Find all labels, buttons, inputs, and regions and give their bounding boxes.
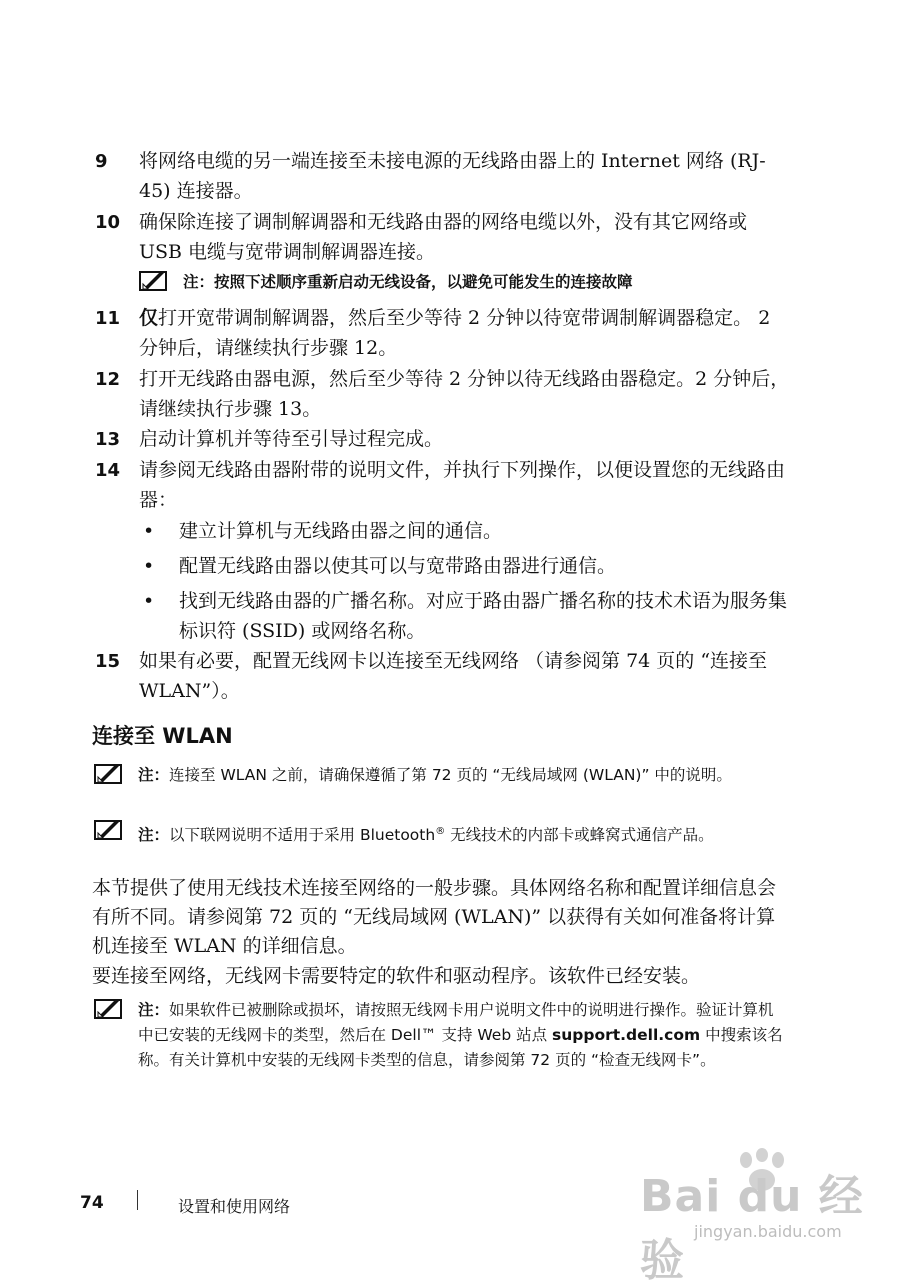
step-lead-word: 仅 bbox=[139, 307, 159, 329]
note-pencil-icon bbox=[94, 998, 124, 1073]
step-11 bbox=[95, 303, 795, 363]
note-pencil-icon bbox=[94, 763, 124, 790]
step-9 bbox=[95, 146, 795, 206]
support-link: support.dell.com bbox=[552, 1026, 701, 1044]
software-paragraph: 要连接至网络，无线网卡需要特定的软件和驱动程序。该软件已经安装。 bbox=[92, 965, 701, 987]
baidu-watermark bbox=[636, 1148, 876, 1286]
step-number: 13 bbox=[95, 429, 121, 450]
bullet-text: 配置无线路由器以使其可以与宽带路由器进行通信。 bbox=[179, 555, 617, 577]
step-number: 12 bbox=[95, 369, 121, 390]
step-text: 打开无线路由器电源，然后至少等待 2 分钟以待无线路由器稳定。2 分钟后，请继续执行步骤 13。 bbox=[139, 368, 790, 420]
step-14 bbox=[95, 455, 795, 515]
note-software bbox=[94, 998, 784, 1073]
step-12 bbox=[95, 364, 795, 424]
note-body: 以下联网说明不适用于采用 Bluetooth bbox=[169, 826, 436, 845]
bullet-text: 建立计算机与无线路由器之间的通信。 bbox=[179, 520, 503, 542]
step-text-wrap bbox=[139, 303, 795, 363]
note-wlan-prereq bbox=[94, 763, 784, 790]
step-10 bbox=[95, 207, 795, 267]
note-body: 按照下述顺序重新启动无线设备，以避免可能发生的连接故障 bbox=[214, 273, 633, 291]
step-text: 请参阅无线路由器附带的说明文件，并执行下列操作，以便设置您的无线路由器： bbox=[139, 459, 786, 511]
watermark-url: jingyan.baidu.com bbox=[694, 1222, 842, 1241]
step-text: 如果有必要，配置无线网卡以连接至无线网络 （请参阅第 74 页的 “连接至 WLAN”）。 bbox=[139, 650, 768, 702]
note-body: 连接至 WLAN 之前，请确保遵循了第 72 页的 “无线局域网 (WLAN)” 中的说明。 bbox=[169, 766, 732, 784]
page-number: 74 bbox=[80, 1193, 104, 1213]
bullet-item bbox=[139, 551, 789, 581]
step-number: 10 bbox=[95, 212, 121, 233]
bullet-symbol: • bbox=[143, 520, 155, 542]
footer-separator bbox=[137, 1190, 138, 1210]
note-body-cont: 无线技术的内部卡或蜂窝式通信产品。 bbox=[445, 826, 714, 845]
watermark-logo: Bai du 经验 bbox=[640, 1171, 864, 1286]
step-text: 确保除连接了调制解调器和无线路由器的网络电缆以外，没有其它网络或 USB 电缆与宽带调制解调器连接。 bbox=[139, 211, 748, 263]
step-text: 将网络电缆的另一端连接至未接电源的无线路由器上的 Internet 网络 (RJ-45) 连接器。 bbox=[139, 150, 766, 202]
step-text: 打开宽带调制解调器，然后至少等待 2 分钟以待宽带调制解调器稳定。 2 分钟后，请继续执行步骤 12。 bbox=[139, 307, 771, 359]
step-15 bbox=[95, 646, 795, 706]
bullet-symbol: • bbox=[143, 555, 155, 577]
step-number: 9 bbox=[95, 151, 108, 172]
note-bluetooth bbox=[94, 819, 784, 848]
step-13 bbox=[95, 424, 795, 455]
bullet-symbol: • bbox=[143, 590, 155, 612]
section-heading: 连接至 WLAN bbox=[92, 724, 233, 748]
step-number: 15 bbox=[95, 651, 121, 672]
note-label: 注： bbox=[138, 766, 170, 784]
note-restart-order bbox=[139, 270, 789, 297]
note-label: 注： bbox=[138, 826, 170, 845]
note-body-cont: 中搜索该名称。有关计算机中安装的无线网卡类型的信息，请参阅第 72 页的 “检查无线网卡”。 bbox=[138, 1026, 783, 1069]
intro-paragraph: 本节提供了使用无线技术连接至网络的一般步骤。具体网络名称和配置详细信息会有所不同。请参阅第 72 页的 “无线局域网 (WLAN)” 以获得有关如何准备将计算机连接至 WLAN 的详细信息。 bbox=[92, 877, 777, 957]
step-number: 11 bbox=[95, 308, 121, 329]
note-label: 注： bbox=[183, 273, 215, 291]
note-pencil-icon bbox=[94, 819, 124, 848]
bullet-item bbox=[139, 516, 789, 546]
note-label: 注： bbox=[138, 1001, 170, 1019]
note-pencil-icon bbox=[139, 270, 169, 297]
step-number: 14 bbox=[95, 460, 121, 481]
registered-mark: ® bbox=[435, 826, 446, 837]
bullet-text: 找到无线路由器的广播名称。对应于路由器广播名称的技术术语为服务集标识符 (SSID) 或网络名称。 bbox=[179, 590, 788, 642]
note-body: 如果软件已被删除或损坏，请按照无线网卡用户说明文件中的说明进行操作。验证计算机中已安装的无线网卡的类型，然后在 Dell™ 支持 Web 站点 bbox=[138, 1001, 774, 1044]
footer-section-title: 设置和使用网络 bbox=[178, 1197, 291, 1216]
step-text: 启动计算机并等待至引导过程完成。 bbox=[139, 428, 444, 450]
bullet-item bbox=[139, 586, 789, 646]
